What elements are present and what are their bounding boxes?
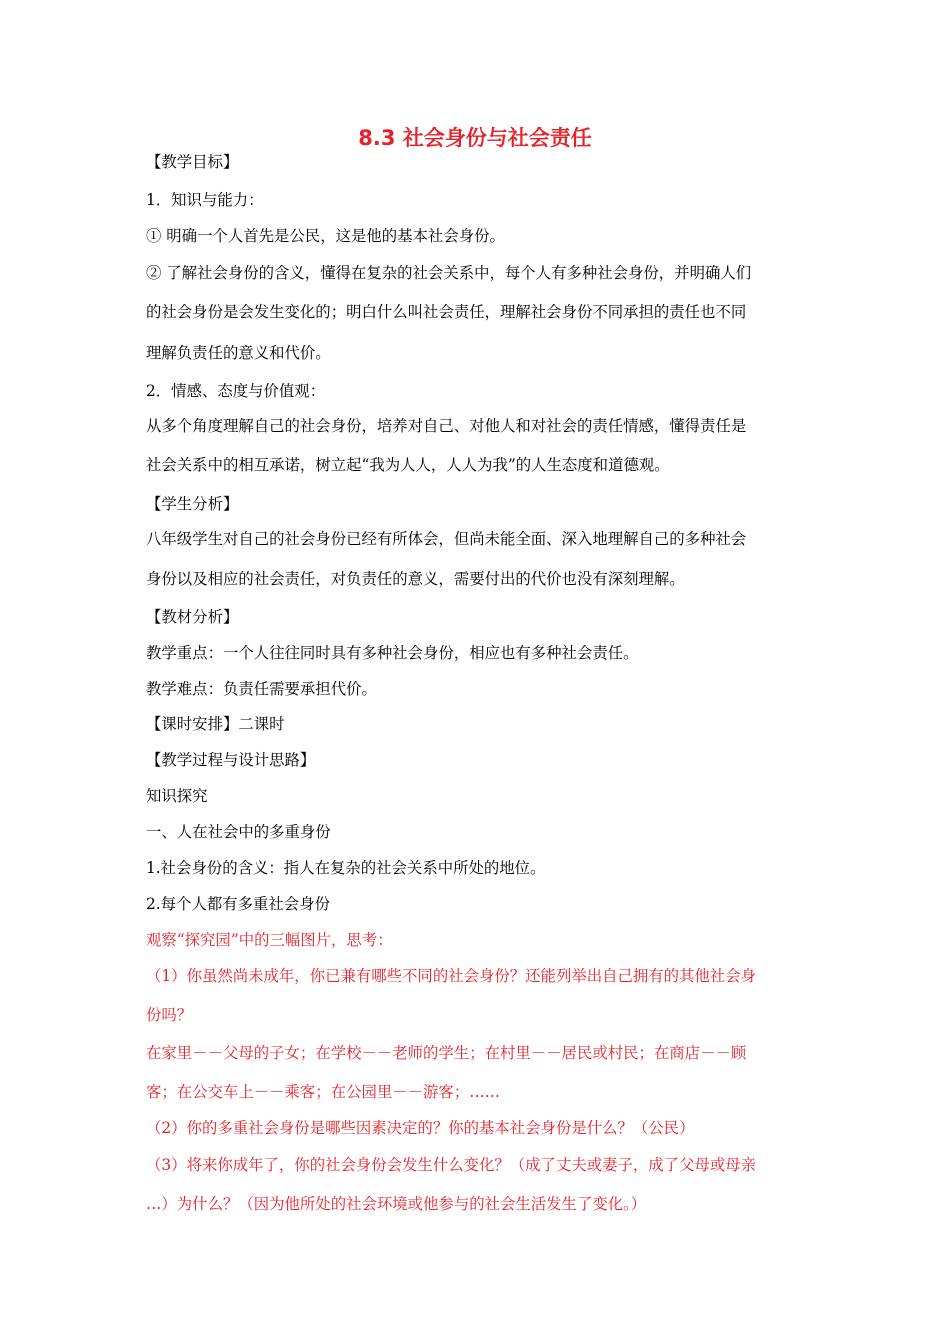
text-line: 知识探究 [146, 787, 208, 805]
text-line: ① 明确一个人首先是公民，这是他的基本社会身份。 [146, 227, 505, 245]
text-line: 观察“探究园”中的三幅图片，思考： [146, 931, 393, 949]
text-line: 一、人在社会中的多重身份 [146, 823, 331, 841]
text-line: （2）你的多重社会身份是哪些因素决定的？你的基本社会身份是什么？（公民） [146, 1119, 695, 1137]
text-line: 社会关系中的相互承诺，树立起“我为人人，人人为我”的人生态度和道德观。 [146, 456, 670, 474]
text-line: （3）将来你成年了，你的社会身份会发生什么变化？（成了丈夫或妻子，成了父母或母亲 [146, 1156, 757, 1174]
text-line: 的社会身份是会发生变化的；明白什么叫社会责任，理解社会身份不同承担的责任也不同 [146, 303, 747, 321]
text-line: 【学生分析】 [146, 495, 239, 513]
text-line: 份吗？ [146, 1006, 193, 1024]
text-line: 1．知识与能力： [146, 191, 264, 209]
text-line: 教学难点：负责任需要承担代价。 [146, 680, 377, 698]
text-line: 2．情感、态度与价值观： [146, 382, 326, 400]
text-line: 在家里－－父母的子女；在学校－－老师的学生；在村里－－居民或村民；在商店－－顾 [146, 1044, 747, 1062]
text-line: 1.社会身份的含义：指人在复杂的社会关系中所处的地位。 [146, 859, 546, 877]
text-line: 2.每个人都有多重社会身份 [146, 895, 330, 913]
text-line: 八年级学生对自己的社会身份已经有所体会，但尚未能全面、深入地理解自己的多种社会 [146, 530, 747, 548]
text-line: 身份以及相应的社会责任，对负责任的意义，需要付出的代价也没有深刻理解。 [146, 570, 685, 588]
text-line: ② 了解社会身份的含义，懂得在复杂的社会关系中，每个人有多种社会身份，并明确人们 [146, 264, 752, 282]
text-line: 【课时安排】二课时 [146, 715, 285, 733]
text-line: 【教学过程与设计思路】 [146, 751, 316, 769]
text-line: 理解负责任的意义和代价。 [146, 344, 331, 362]
text-line: 客；在公交车上－－乘客；在公园里－－游客；…… [146, 1083, 500, 1101]
document-title: 8.3 社会身份与社会责任 [358, 126, 592, 150]
text-line: 从多个角度理解自己的社会身份，培养对自己、对他人和对社会的责任情感，懂得责任是 [146, 417, 747, 435]
text-line: 【教材分析】 [146, 608, 239, 626]
text-line: …）为什么？（因为他所处的社会环境或他参与的社会生活发生了变化。） [146, 1195, 647, 1213]
text-line: （1）你虽然尚未成年，你已兼有哪些不同的社会身份？还能列举出自己拥有的其他社会身 [146, 967, 757, 985]
text-line: 【教学目标】 [146, 153, 239, 171]
text-line: 教学重点：一个人往往同时具有多种社会身份，相应也有多种社会责任。 [146, 644, 639, 662]
